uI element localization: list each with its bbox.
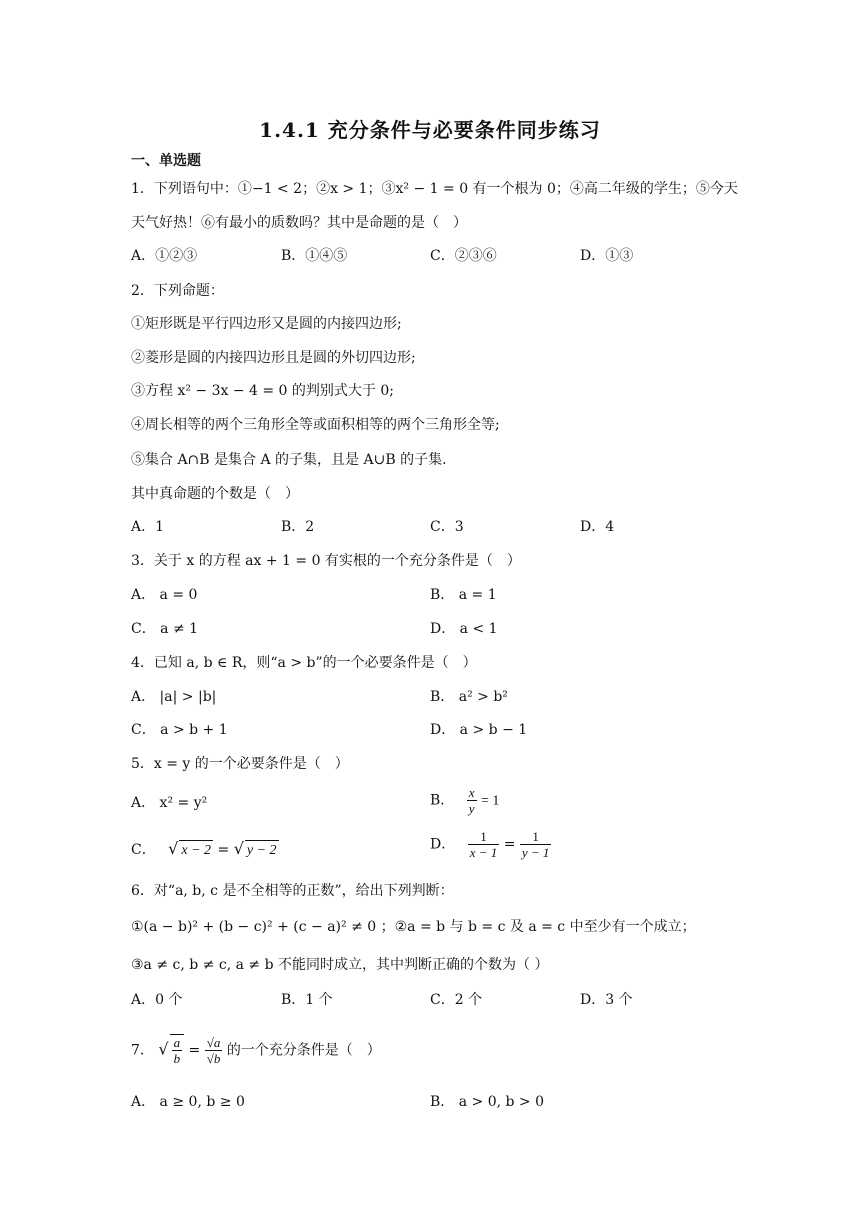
- q3-stem: 3．关于 x 的方程 ax + 1 = 0 有实根的一个充分条件是（ ）: [131, 553, 521, 569]
- q5-d-right-fraction: [520, 829, 552, 860]
- q5-option-d[interactable]: [430, 829, 551, 860]
- q5-option-c-label: C．: [131, 842, 156, 858]
- equals-sign: =: [503, 836, 516, 853]
- q3-option-c[interactable]: C． a ≠ 1: [131, 621, 199, 637]
- q7-number: 7．: [131, 1042, 154, 1059]
- q6-option-d[interactable]: D．3 个: [580, 992, 633, 1008]
- q6-stem: 6．对“a, b, c 是不全相等的正数”，给出下列判断：: [131, 883, 454, 899]
- q6-option-c[interactable]: C．2 个: [430, 992, 483, 1008]
- q7-rhs-fraction: $\frac{√a}{√b}$: [206, 1035, 221, 1066]
- q2-option-b[interactable]: B．2: [281, 519, 315, 535]
- q4-option-a[interactable]: A． |a| > |b|: [131, 689, 217, 705]
- sqrt-icon: √: [158, 1039, 169, 1059]
- q5-d-n1: 1: [468, 829, 500, 845]
- q5-option-b[interactable]: [430, 785, 499, 816]
- q2-option-d[interactable]: D．4: [580, 519, 615, 535]
- equals-sign: =: [188, 1042, 201, 1059]
- q5-b-numerator: x: [468, 785, 475, 800]
- q1-option-b[interactable]: B．①④⑤: [281, 248, 348, 264]
- q2-item-1: ①矩形既是平行四边形又是圆的内接四边形;: [131, 316, 402, 332]
- q5-b-denominator: y: [468, 801, 475, 816]
- q6-option-b[interactable]: B．1 个: [281, 992, 333, 1008]
- q5-d-d2: y − 1: [521, 845, 550, 860]
- q1-stem-line2: 天气好热！⑥有最小的质数吗？其中是命题的是（ ）: [131, 215, 467, 231]
- q5-stem: 5．x = y 的一个必要条件是（ ）: [131, 756, 349, 772]
- q2-item-2: ②菱形是圆的内接四边形且是圆的外切四边形;: [131, 350, 416, 366]
- q2-ask: 其中真命题的个数是（ ）: [131, 486, 299, 502]
- q2-item-4: ④周长相等的两个三角形全等或面积相等的两个三角形全等;: [131, 417, 500, 433]
- q7-rhs-den: b: [213, 1051, 221, 1066]
- q3-option-d[interactable]: D． a < 1: [430, 621, 498, 637]
- q5-b-rhs: = 1: [480, 793, 500, 809]
- q5-option-d-label: D．: [430, 836, 456, 853]
- q5-c-right-radicand: y − 2: [245, 840, 279, 861]
- q2-option-c[interactable]: C．3: [430, 519, 464, 535]
- q4-option-d[interactable]: D． a > b − 1: [430, 722, 528, 738]
- q2-item-5: ⑤集合 A∩B 是集合 A 的子集，且是 A∪B 的子集.: [131, 452, 447, 468]
- q2-stem: 2．下列命题：: [131, 283, 224, 299]
- equals-sign: =: [217, 842, 230, 858]
- q7-lhs-den: b: [173, 1051, 181, 1066]
- q1-option-a[interactable]: A．①②③: [131, 248, 198, 264]
- q2-option-a[interactable]: A．1: [131, 519, 165, 535]
- q2-item-3: ③方程 x² − 3x − 4 = 0 的判别式大于 0;: [131, 383, 394, 399]
- q7-option-a[interactable]: A． a ≥ 0, b ≥ 0: [131, 1094, 245, 1110]
- q3-option-b[interactable]: B． a = 1: [430, 587, 497, 603]
- q5-d-d1: x − 1: [469, 845, 498, 860]
- q1-option-d[interactable]: D．①③: [580, 248, 634, 264]
- q7-rhs-num: a: [213, 1035, 221, 1050]
- sqrt-icon: √: [168, 839, 179, 858]
- q5-c-left-radicand: x − 2: [179, 840, 213, 861]
- q5-option-a[interactable]: A． x² = y²: [131, 795, 208, 811]
- page-title: 1.4.1 充分条件与必要条件同步练习: [259, 118, 601, 142]
- q7-stem: [131, 1034, 381, 1066]
- q7-lhs-num: a: [173, 1035, 181, 1050]
- q5-option-c[interactable]: [131, 839, 279, 861]
- q4-stem: 4．已知 a, b ∈ R，则“a > b”的一个必要条件是（ ）: [131, 655, 477, 671]
- q6-option-a[interactable]: A．0 个: [131, 992, 183, 1008]
- q1-stem-line1: 1．下列语句中：①−1 < 2；②x > 1；③x² − 1 = 0 有一个根为 0；④高二年级的学生；⑤今天: [131, 181, 738, 197]
- q5-d-n2: 1: [520, 829, 552, 845]
- q6-line2: ③a ≠ c, b ≠ c, a ≠ b 不能同时成立，其中判断正确的个数为（ ）: [131, 957, 549, 973]
- sqrt-icon: √: [233, 839, 244, 858]
- q3-option-a[interactable]: A． a = 0: [131, 587, 198, 603]
- q7-tail: 的一个充分条件是（ ）: [226, 1042, 381, 1059]
- q6-line1: ①(a − b)² + (b − c)² + (c − a)² ≠ 0 ；②a = b 与 b = c 及 a = c 中至少有一个成立；: [131, 919, 696, 935]
- q5-option-b-label: B．: [430, 792, 455, 809]
- q7-option-b[interactable]: B． a > 0, b > 0: [430, 1094, 545, 1110]
- q1-option-c[interactable]: C．②③⑥: [430, 248, 497, 264]
- q5-option-b-fraction: [467, 785, 477, 816]
- q7-lhs-radicand: [170, 1034, 185, 1066]
- q5-d-left-fraction: [468, 829, 500, 860]
- q4-option-b[interactable]: B． a² > b²: [430, 689, 508, 705]
- section-heading: 一、单选题: [131, 153, 201, 169]
- q4-option-c[interactable]: C． a > b + 1: [131, 722, 228, 738]
